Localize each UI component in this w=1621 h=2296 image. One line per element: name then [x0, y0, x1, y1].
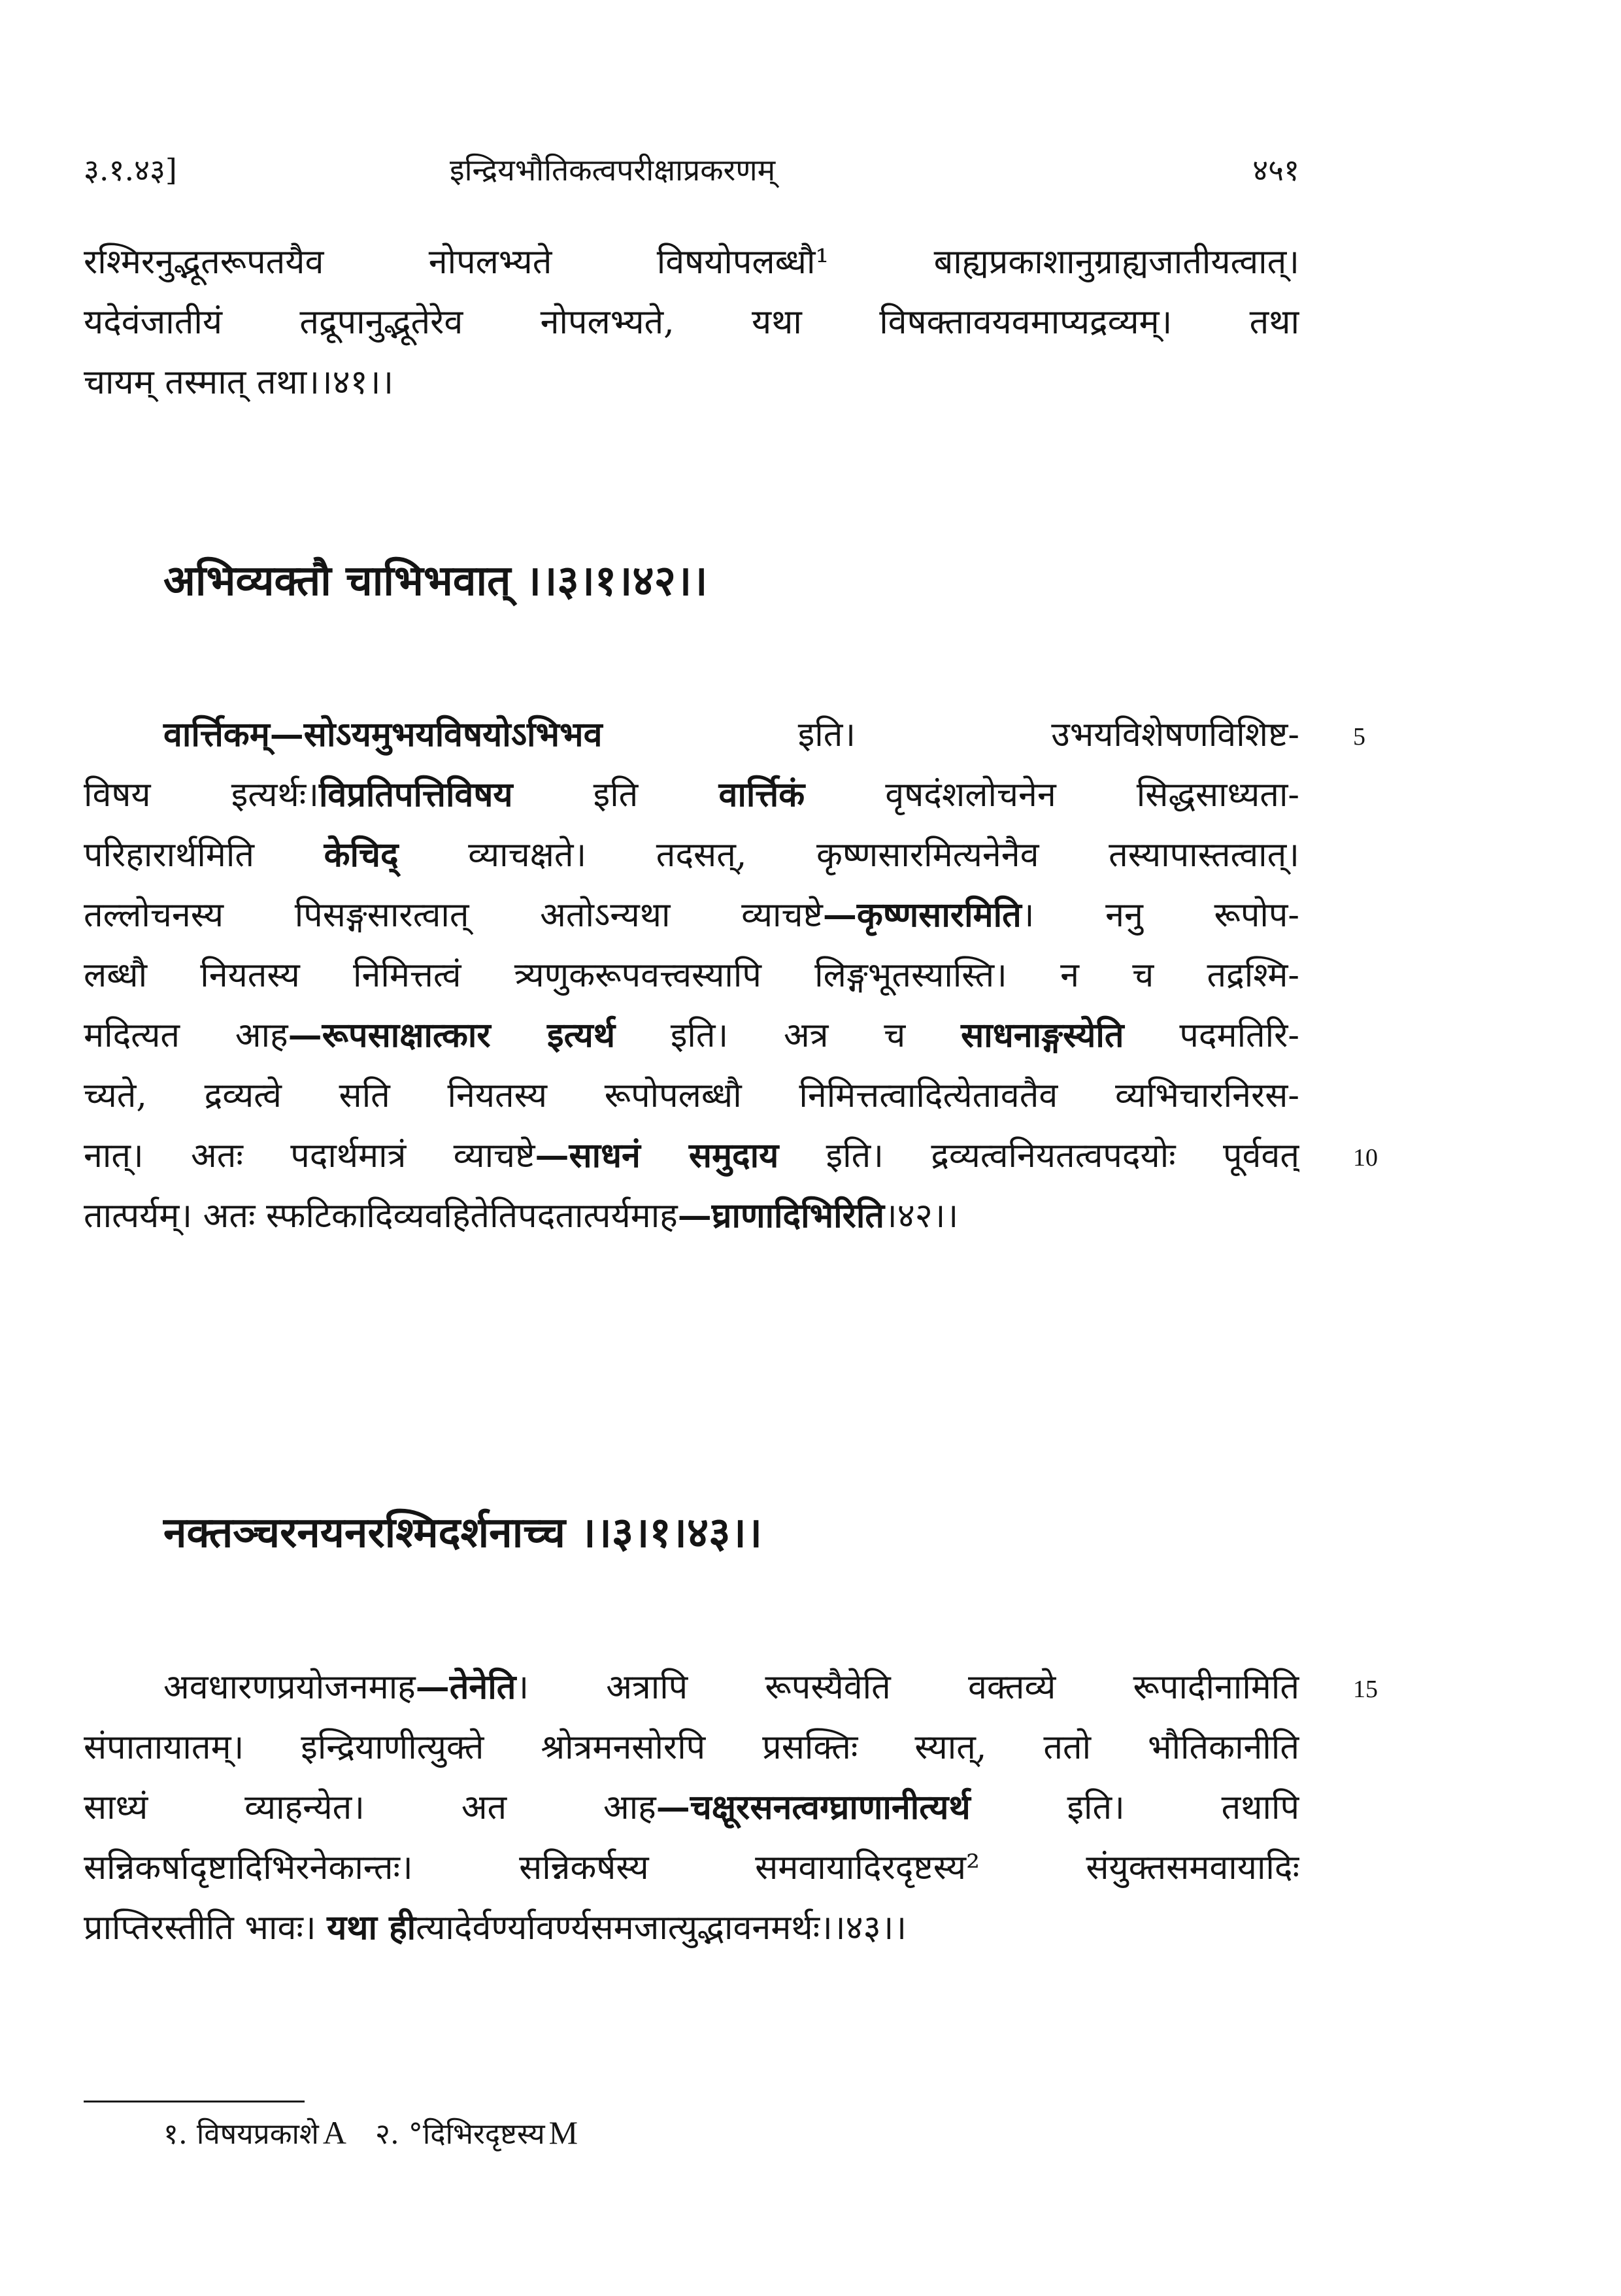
margin-line-number: 15: [1353, 1676, 1378, 1703]
paragraph-42: [84, 705, 1299, 1246]
text-line: संपातायातम्। इन्द्रियाणीत्युक्ते श्रोत्रमनसोरपि प्रसक्तिः स्यात्, ततो भौतिकानीति: [84, 1728, 1299, 1767]
text-run: परिहारार्थमिति: [84, 836, 324, 875]
text-line: [84, 885, 1299, 945]
text-line: [84, 1126, 1299, 1186]
page-number: ४५१: [1252, 152, 1299, 188]
bold-term: —तेनेति: [415, 1667, 516, 1707]
text-run: इति: [512, 775, 719, 815]
text-run: प्राप्तिरस्तीति भावः।: [84, 1908, 327, 1948]
footnote-source: M: [548, 2114, 578, 2151]
text-run: अवधारणप्रयोजनमाह: [163, 1668, 416, 1707]
text-line: सन्निकर्षादृष्टादिभिरनेकान्तः। सन्निकर्षस्य समवायादिरदृष्टस्य² संयुक्तसमवायादिः: [84, 1848, 1299, 1887]
text-line: रश्मिरनुद्भूतरूपतयैव नोपलभ्यते विषयोपलब्धौ¹ बाह्यप्रकाशानुग्राह्यजातीयत्वात्।: [84, 243, 1299, 282]
text-line: च्यते, द्रव्यत्वे सति नियतस्य रूपोपलब्धौ निमित्तत्वादित्येतावतैव व्यभिचारनिरस-: [84, 1076, 1299, 1115]
text-run: तल्लोचनस्य पिसङ्गसारत्वात् अतोऽन्यथा व्याचष्टे: [84, 896, 823, 935]
text-line: [84, 765, 1299, 825]
bold-term: —रूपसाक्षात्कार इत्यर्थ: [288, 1015, 616, 1055]
bold-term: साधनाङ्गस्येति: [961, 1015, 1124, 1055]
sutra-heading-42: अभिव्यक्तौ चाभिभवात् ।।३।१।४२।।: [163, 556, 708, 605]
text-line: [84, 705, 1299, 765]
text-run: इति। तथापि: [970, 1788, 1299, 1827]
text-line: [84, 1657, 1299, 1717]
footnote-source: A: [322, 2114, 346, 2151]
footnotes: [163, 2113, 578, 2152]
bold-term: विप्रतिपत्तिविषय: [318, 775, 513, 815]
footnote-text: °दिभिरदृष्टस्य: [408, 2118, 545, 2151]
bold-term: यथा ही: [327, 1908, 416, 1948]
text-run: इति। उभयविशेषणविशिष्ट-: [602, 715, 1299, 754]
margin-line-number: 10: [1353, 1144, 1378, 1172]
text-run: विषय इत्यर्थः।: [84, 775, 319, 815]
header-section-ref: ३.१.४३]: [84, 152, 177, 188]
bold-term: —कृष्णसारमिति: [822, 895, 1022, 935]
footnote-rule: [84, 2101, 305, 2102]
text-line: [84, 1186, 1299, 1246]
text-run: पदमतिरि-: [1124, 1016, 1299, 1055]
header-chapter-title: इन्द्रियभौतिकत्वपरीक्षाप्रकरणम्: [450, 152, 776, 188]
text-line: चायम् तस्मात् तथा।।४१।।: [84, 363, 394, 402]
text-run: वृषदंशलोचनेन सिद्धसाध्यता-: [805, 775, 1299, 815]
text-run: नात्। अतः पदार्थमात्रं व्याचष्टे: [84, 1136, 535, 1175]
text-line: [84, 1778, 1299, 1838]
sutra-heading-43: नक्तञ्चरनयनरश्मिदर्शनाच्च ।।३।१।४३।।: [163, 1508, 762, 1557]
text-run: इति। अत्र च: [615, 1016, 961, 1055]
bold-term: केचिद्: [324, 835, 399, 875]
text-run: ।४२।।: [884, 1196, 959, 1236]
text-run: मदित्यत आह: [84, 1016, 288, 1055]
margin-line-number: 5: [1353, 723, 1365, 751]
running-header: [84, 149, 1299, 201]
footnote-text: विषयप्रकाशे: [196, 2118, 319, 2151]
bold-term: वार्त्तिकं: [718, 775, 805, 815]
text-run: व्याचक्षते। तदसत्, कृष्णसारमित्यनेनैव तस्यापास्तत्वात्।: [398, 836, 1299, 875]
text-run: त्यादेर्वर्ण्यावर्ण्यसमजात्युद्भावनमर्थः।।४३।।: [416, 1908, 907, 1948]
text-run: । ननु रूपोप-: [1021, 896, 1299, 935]
footnote-number: १.: [163, 2118, 188, 2151]
bold-term: —साधनं समुदाय: [535, 1136, 779, 1175]
text-line: यदेवंजातीयं तद्रूपानुद्भूतेरेव नोपलभ्यते, यथा विषक्तावयवमाप्यद्रव्यम्। तथा: [84, 303, 1299, 342]
bold-term: —चक्षूरसनत्वग्घ्राणानीत्यर्थ: [656, 1787, 971, 1827]
text-run: तात्पर्यम्। अतः स्फटिकादिव्यवहितेतिपदतात्पर्यमाह: [84, 1196, 678, 1236]
paragraph-41: [84, 232, 1299, 413]
text-run: । अत्रापि रूपस्यैवेति वक्तव्ये रूपादीनामिति: [516, 1668, 1299, 1707]
text-line: लब्धौ नियतस्य निमित्तत्वं त्र्यणुकरूपवत्त्वस्यापि लिङ्गभूतस्यास्ति। न च तद्रश्मि-: [84, 956, 1299, 995]
text-run: इति। द्रव्यत्वनियतत्वपदयोः पूर्ववत्: [778, 1136, 1299, 1175]
text-line: [84, 825, 1299, 885]
bold-term: —घ्राणादिभिरिति: [677, 1196, 885, 1236]
text-line: [84, 1898, 1299, 1958]
text-run: साध्यं व्याहन्येत। अत आह: [84, 1788, 656, 1827]
text-line: [84, 1005, 1299, 1066]
bold-term: वार्त्तिकम्—सोऽयमुभयविषयोऽभिभव: [163, 715, 603, 754]
paragraph-43: [84, 1657, 1299, 1958]
footnote-number: २.: [375, 2118, 399, 2151]
